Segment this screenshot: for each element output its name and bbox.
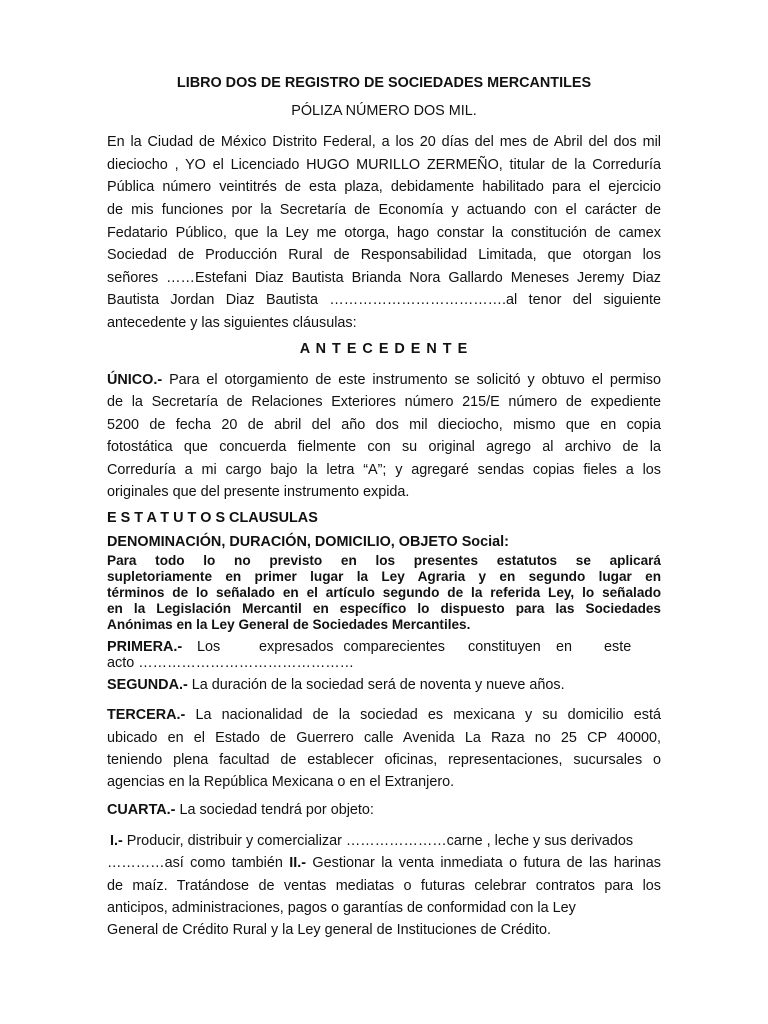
antecedente-heading: A N T E C E D E N T E	[299, 341, 469, 357]
unico-first-line	[107, 371, 661, 389]
segunda-line	[107, 676, 661, 694]
intro-line: Bautista Jordan Diaz Bautista ……………………………….al tenor del siguiente	[107, 292, 661, 308]
document-title: LIBRO DOS DE REGISTRO DE SOCIEDADES MERCANTILES	[176, 75, 592, 91]
intro-line: señores ……Estefani Diaz Bautista Brianda Nora Gallardo Meneses Jeremy Diaz	[107, 270, 661, 286]
tercera-label: TERCERA.-	[107, 707, 186, 723]
unico-line: de la Secretaría de Relaciones Exteriores número 215/E número de expediente	[107, 394, 661, 410]
primera-word: este	[604, 639, 632, 655]
tercera-line: ubicado en el Estado de Guerrero calle Avenida La Raza no 25 CP 40000,	[107, 730, 661, 746]
primera-word: constituyen	[468, 639, 541, 655]
unico-line: fotostática que concuerda fielmente con su original agrego al archivo de la	[107, 439, 661, 455]
intro-line: Fedatario Público, que la Ley me otorga, hago constar la constitución de camex	[107, 225, 661, 241]
objeto-text: …………así como también	[107, 855, 290, 871]
tercera-first-line	[107, 706, 661, 724]
cuarta-text: La sociedad tendrá por objeto:	[175, 802, 374, 818]
bold-paragraph-line: en la Legislación Mercantil en específico lo dispuesto para las Sociedades	[107, 601, 661, 616]
estatutos-heading: E S T A T U T O S CLAUSULAS	[107, 510, 318, 526]
objeto-label-i: I.-	[110, 833, 123, 849]
unico-line: Correduría a mi cargo bajo la letra “A”; y agregaré sendas copias fieles a los	[107, 462, 661, 478]
cuarta-line	[107, 801, 661, 819]
segunda-label: SEGUNDA.-	[107, 677, 188, 693]
objeto-line: General de Crédito Rural y la Ley general de Instituciones de Crédito.	[107, 922, 551, 938]
denominacion-heading: DENOMINACIÓN, DURACIÓN, DOMICILIO, OBJETO Social:	[107, 534, 509, 550]
intro-line: En la Ciudad de México Distrito Federal, a los 20 días del mes de Abril del dos mil	[107, 134, 661, 150]
intro-line: antecedente y las siguientes cláusulas:	[107, 315, 357, 331]
primera-word: en	[556, 639, 573, 655]
primera-word: Los	[197, 639, 221, 655]
unico-line: 5200 de fecha 20 de abril del año dos mil dieciocho, mismo que en copia	[107, 417, 661, 433]
intro-line: de mis funciones por la Secretaría de Economía y actuando con el carácter de	[107, 202, 661, 218]
objeto-text: Gestionar la venta inmediata o futura de las harinas	[306, 855, 662, 871]
unico-text: Para el otorgamiento de este instrumento se solicitó y obtuvo el permiso	[162, 372, 661, 388]
intro-line: Pública número veintitrés de esta plaza, debidamente habilitado para el ejercicio	[107, 179, 661, 195]
bold-paragraph-line: términos de lo señalado en el artículo segundo de la referida Ley, lo señalado	[107, 585, 661, 600]
objeto-label-ii: II.-	[289, 855, 307, 871]
unico-label: ÚNICO.-	[107, 372, 163, 388]
objeto-text: Producir, distribuir y comercializar …………………carne , leche y sus derivados	[122, 833, 634, 849]
tercera-text: La nacionalidad de la sociedad es mexicana y su domicilio está	[185, 707, 661, 723]
intro-line: dieciocho , YO el Licenciado HUGO MURILLO ZERMEÑO, titular de la Correduría	[107, 157, 661, 173]
primera-word: expresados comparecientes	[259, 639, 445, 655]
unico-line: originales que del presente instrumento expida.	[107, 484, 410, 500]
objeto-second-line	[107, 854, 661, 872]
objeto-first-line	[110, 832, 664, 850]
objeto-line: de maíz. Tratándose de ventas mediatas o futuras celebrar contratos para los	[107, 878, 661, 894]
tercera-line: teniendo plena facultad de establecer oficinas, representaciones, sucursales o	[107, 752, 661, 768]
tercera-line: agencias en la República Mexicana o en el Extranjero.	[107, 774, 455, 790]
primera-line: acto ………………………………………	[107, 655, 355, 671]
segunda-text: La duración de la sociedad será de noventa y nueve años.	[187, 677, 565, 693]
primera-label: PRIMERA.-	[107, 639, 183, 655]
objeto-line: anticipos, administraciones, pagos o garantías de conformidad con la Ley	[107, 900, 576, 916]
document-subtitle: PÓLIZA NÚMERO DOS MIL.	[291, 103, 477, 119]
cuarta-label: CUARTA.-	[107, 802, 176, 818]
bold-paragraph-line: Para todo lo no previsto en los presentes estatutos se aplicará	[107, 553, 661, 568]
bold-paragraph-line: Anónimas en la Ley General de Sociedades Mercantiles.	[107, 617, 471, 632]
bold-paragraph-line: supletoriamente en primer lugar la Ley Agraria y en segundo lugar en	[107, 569, 661, 584]
intro-line: Sociedad de Producción Rural de Responsabilidad Limitada, que otorgan los	[107, 247, 661, 263]
